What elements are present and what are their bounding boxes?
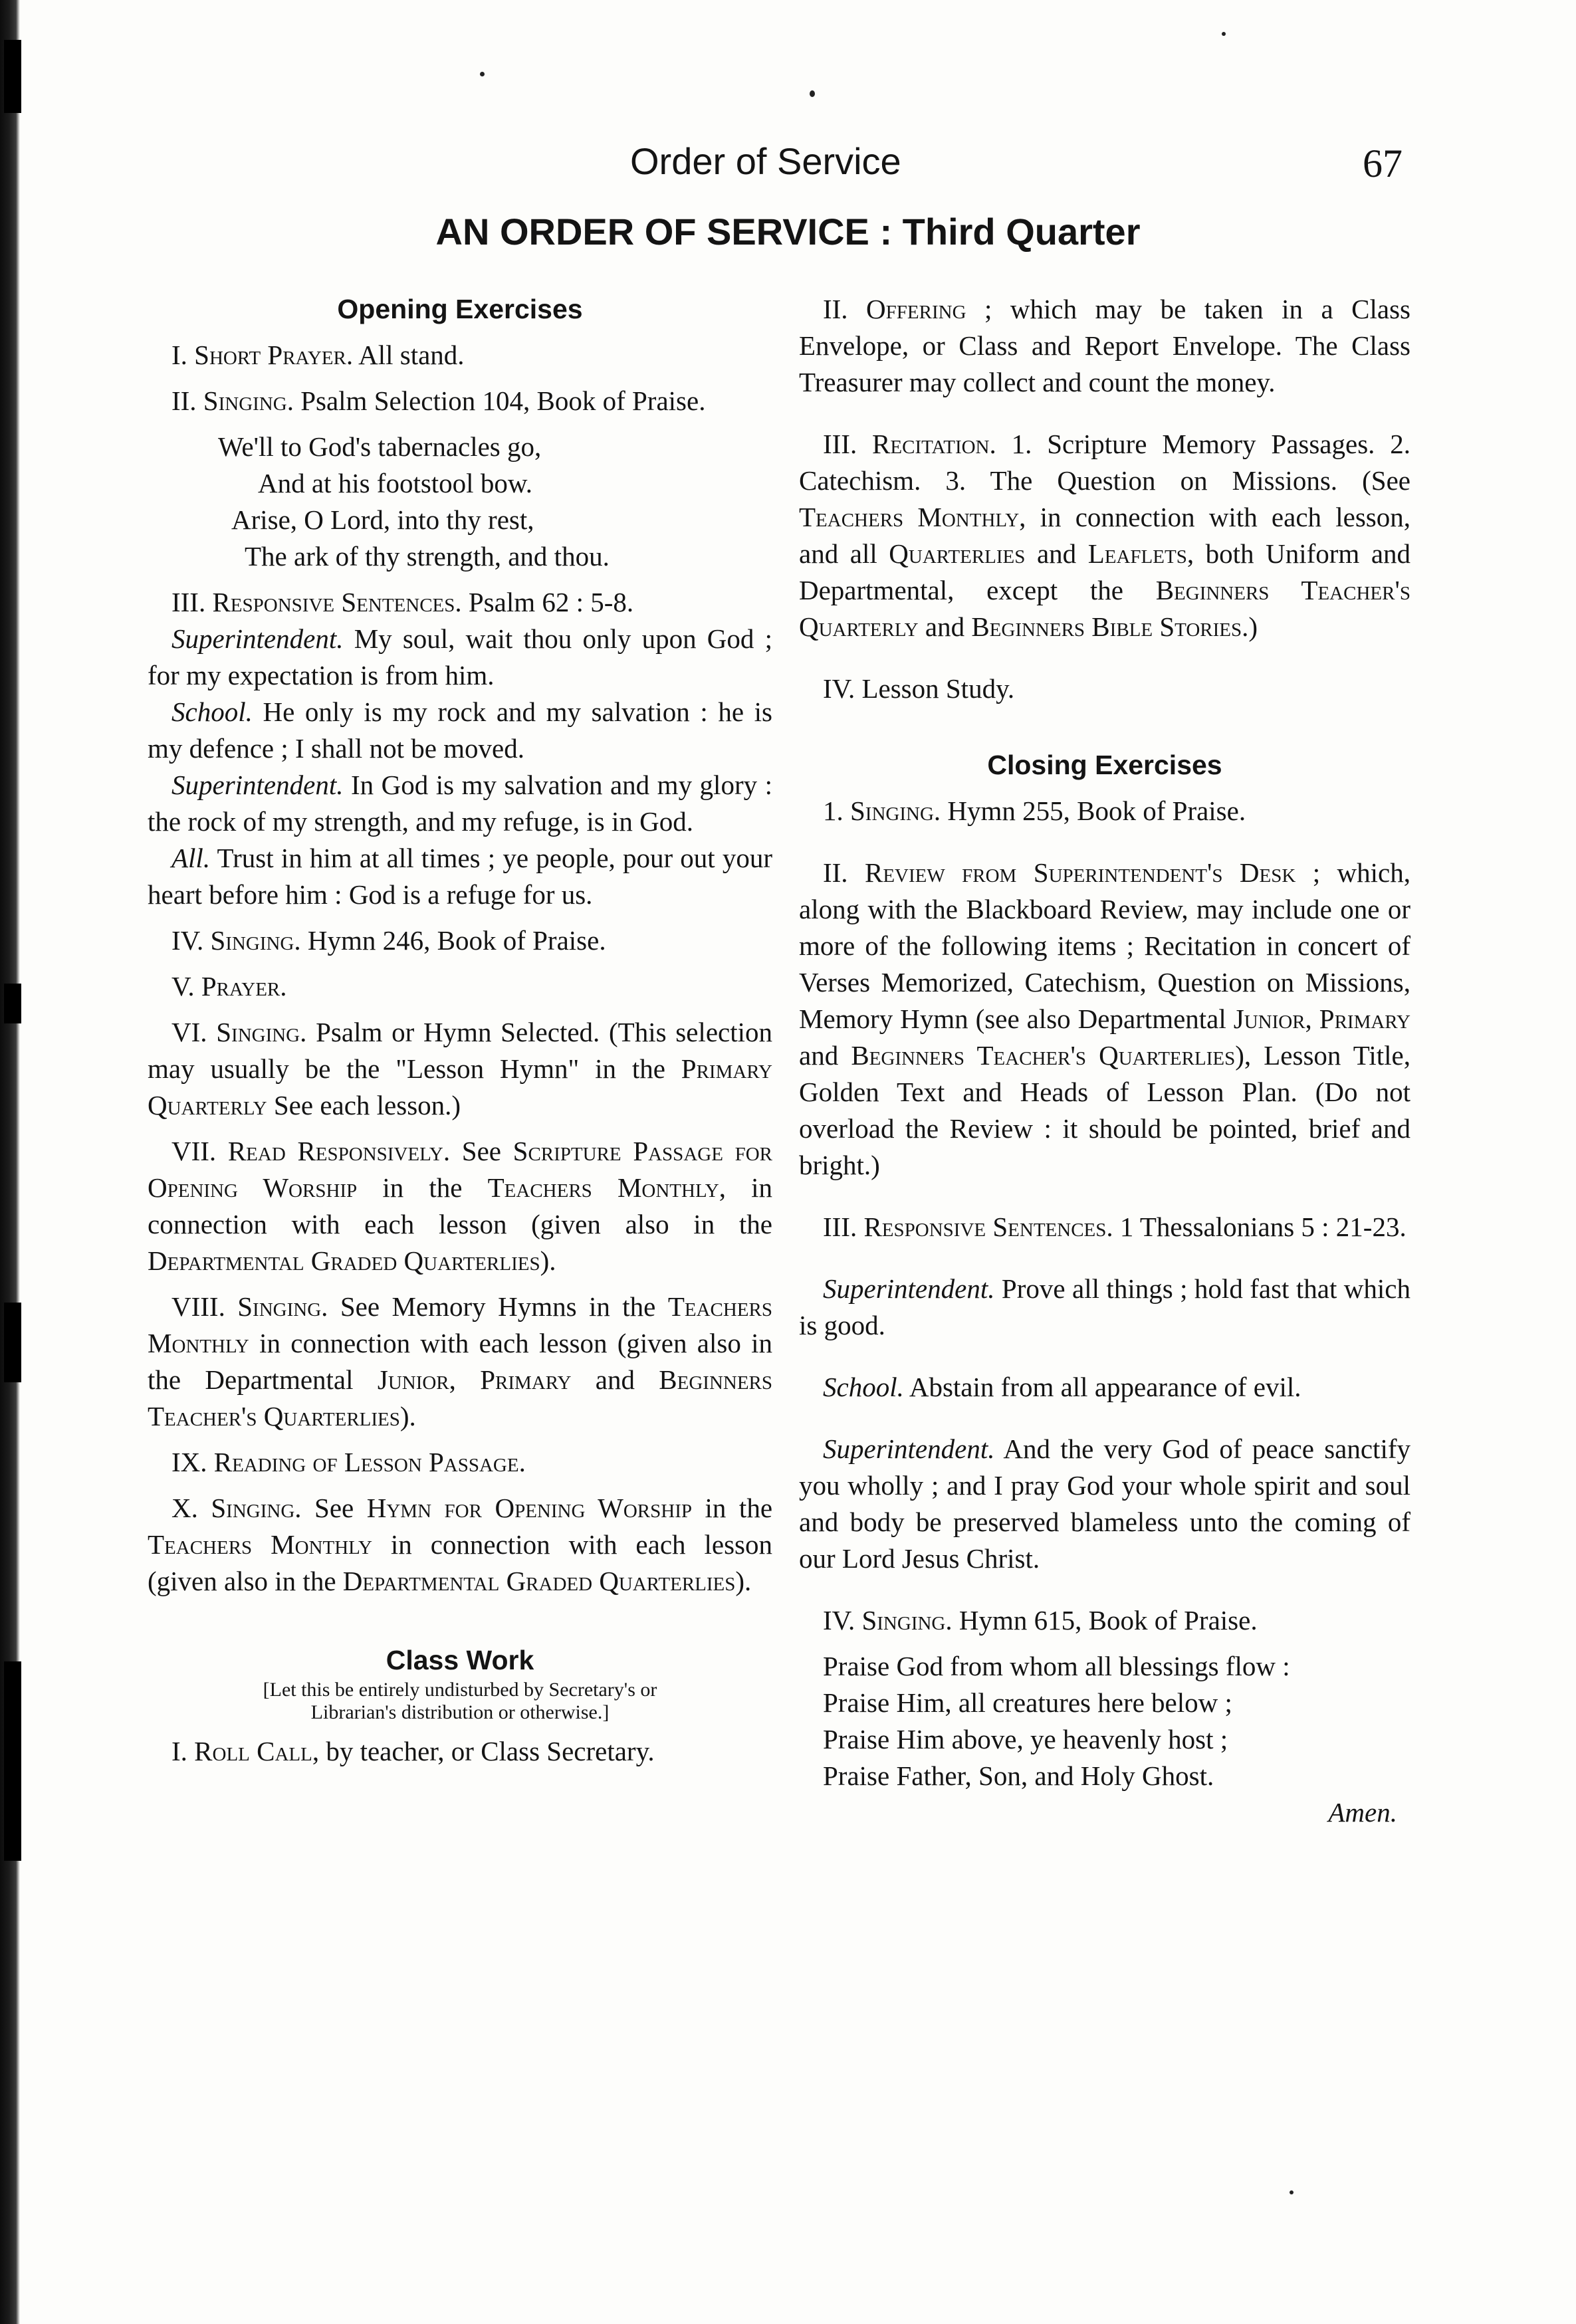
response-text: My soul, wait thou only upon God ; for my expectation is from him. [148,623,772,690]
note-line: Librarian's distribution or otherwise.] [310,1701,610,1723]
speaker: Superintendent. [823,1433,995,1464]
item-singing-selected [148,1014,772,1124]
verse-line: Arise, O Lord, into thy rest, [231,504,534,535]
speaker: Superintendent. [823,1273,995,1304]
responsive-line [148,621,772,694]
item-text: which, along with the Blackboard Review, may include one or more of the following items ; Recitation in concert of Verses Memorized, Catechism, Question on Missions, Memory Hymn (see also Departmental [799,857,1410,1034]
doxology [799,1648,1410,1794]
publication-name: Junior, Primary [377,1364,572,1395]
publication-name: Leaflets, [1087,538,1194,569]
spine-mark [4,40,21,113]
item-text: both Uniform and Departmental, except the [799,538,1411,605]
response-text: Abstain from all appearance of evil. [909,1372,1301,1402]
response-text: Prove all things ; hold fast that which is good. [799,1273,1410,1340]
item-closing-responsive [799,1209,1410,1245]
spine-mark [4,1303,21,1382]
response-text: And the very God of peace sanctify you wholly ; and I pray God your whole spirit and soul and body be preserved blameless unto the coming of our Lord Jesus Christ. [799,1433,1410,1574]
spine-mark [4,1661,21,1861]
item-text: Hymn 246, Book of Praise. [307,925,606,956]
closing-exercises-heading: Closing Exercises [987,750,1222,780]
speaker: School. [823,1372,904,1402]
speaker: All. [171,843,211,873]
item-text: in connection with each lesson (given also in the [148,1172,773,1239]
responsive-line [148,840,772,913]
publication-name: Teachers Monthly, [799,502,1026,532]
item-label: III. Responsive Sentences. [823,1212,1113,1242]
item-read-responsively [148,1133,772,1279]
item-responsive-sentences [148,584,772,621]
running-header: Order of Service [630,140,901,182]
item-text: See Memory Hymns in the [340,1291,656,1322]
print-speck [480,72,485,76]
page-number: 67 [1363,142,1403,185]
response-text: Trust in him at all times ; ye people, pour out your heart before him : God is a refuge for us. [148,843,773,910]
response-text: He only is my rock and my salvation : he is my defence ; I shall not be moved. [148,696,772,764]
item-label: III. Recitation. [823,429,996,459]
item-text: All stand. [358,340,465,370]
item-label: II. Review from Superintendent's Desk ; [823,857,1321,888]
doxology-line: Praise Him above, ye heavenly host ; [823,1724,1228,1754]
publication-name: Scripture Passage for Opening Worship [148,1136,772,1203]
item-label: IV. Singing. [823,1605,953,1636]
item-recitation [799,426,1410,645]
publication-name: Teachers Monthly [148,1529,372,1560]
item-label: II. Singing. [171,385,294,416]
item-text: Psalm 62 : 5-8. [468,587,634,617]
item-text: See [314,1493,354,1523]
speaker: Superintendent. [171,623,344,654]
item-text: ). [540,1245,556,1276]
item-singing-psalm [148,383,772,419]
item-text: and [799,1040,839,1071]
item-singing-opening-hymn [148,1490,772,1600]
class-work-heading: Class Work [386,1645,534,1675]
doxology-line: Praise God from whom all blessings flow : [823,1651,1290,1681]
item-text: See each lesson.) [273,1090,461,1120]
responsive-line [799,1271,1410,1344]
verse-line: We'll to God's tabernacles go, [218,431,542,462]
left-column [148,291,772,1770]
item-text: in the [382,1172,463,1203]
item-text: and [1036,538,1077,569]
publication-name: Teachers Monthly [148,1291,772,1358]
item-prayer [148,968,772,1005]
item-label: X. Singing. [171,1493,302,1523]
item-text: ) [1248,611,1258,642]
page-title: AN ORDER OF SERVICE : Third Quarter [435,211,1141,253]
publication-name: Quarterlies [889,538,1026,569]
item-label: I. Short Prayer. [171,340,354,370]
item-text: which may be taken in a Class Envelope, or Class and Report Envelope. The Class Treasurer may collect and count the money. [799,294,1410,397]
spine-mark [4,984,21,1023]
speaker: School. [171,696,253,727]
item-label: VIII. Singing. [171,1291,328,1322]
item-text: 1. Scripture Memory Passages. 2. Catechism. 3. The Question on Missions. (See [799,429,1411,496]
item-text: ). [399,1401,416,1431]
publication-name: Beginners Bible Stories. [971,611,1249,642]
publication-name: Beginners Teacher's Quarterly [799,575,1410,642]
publication-name: Beginners Teacher's Quarterlies [851,1040,1236,1071]
book-spine-edge [0,0,20,2324]
item-text: Hymn 615, Book of Praise. [958,1605,1258,1636]
publication-name: Hymn for Opening Worship [366,1493,693,1523]
item-label: VI. Singing. [171,1017,307,1047]
item-text: 1 Thessalonians 5 : 21-23. [1119,1212,1407,1242]
item-label: II. Offering ; [823,294,992,324]
right-column [799,291,1410,1831]
item-offering [799,291,1410,401]
doxology-line: Praise Father, Son, and Holy Ghost. [823,1760,1214,1791]
item-singing-hymn [148,922,772,959]
speaker: Superintendent. [171,770,344,800]
print-speck [810,90,815,97]
item-label: IV. Singing. [171,925,301,956]
amen: Amen. [1328,1797,1397,1828]
opening-exercises-heading: Opening Exercises [337,294,583,324]
item-label: III. Responsive Sentences. [171,587,462,617]
item-text: ). [735,1566,752,1596]
responsive-line [799,1369,1410,1406]
item-text: and [595,1364,635,1395]
responsive-line [148,767,772,840]
publication-name: Primary Quarterly [148,1053,772,1120]
item-text: See [461,1136,501,1166]
item-text: in connection with each lesson (given also in the [148,1529,772,1596]
item-roll-call [148,1733,772,1770]
verse-line: And at his footstool bow. [258,468,533,498]
item-review [799,855,1410,1184]
response-text: In God is my salvation and my glory : the rock of my strength, and my refuge, is in God. [148,770,772,837]
publication-name: Junior, Primary [1233,1004,1410,1034]
item-lesson-study: IV. Lesson Study. [823,673,1015,704]
note-line: [Let this be entirely undisturbed by Secretary's or [263,1679,657,1701]
verse-line: The ark of thy strength, and thou. [245,541,610,572]
item-label: IX. Reading of Lesson Passage. [171,1447,526,1477]
item-label: V. Prayer. [171,971,287,1002]
doxology-line: Praise Him, all creatures here below ; [823,1687,1232,1718]
item-text: in connection with each lesson (given also in the Departmental [148,1328,773,1395]
class-work-note [148,1679,772,1724]
publication-name: Departmental Graded Quarterlies [148,1245,540,1276]
item-text: Psalm or Hymn Selected. (This selection may usually be the "Lesson Hymn" in the [148,1017,772,1084]
item-text: Hymn 255, Book of Praise. [947,795,1246,826]
publication-name: Beginners Teacher's Quarterlies [148,1364,773,1431]
publication-name: Teachers Monthly, [487,1172,726,1203]
item-text: ), Lesson Title, Golden Text and Heads of Lesson Plan. (Do not overload the Review : it should be pointed, brief and bright.) [799,1040,1411,1180]
item-short-prayer [148,337,772,373]
publication-name: Departmental Graded Quarterlies [342,1566,736,1596]
item-text: and [925,611,965,642]
item-closing-hymn [799,1602,1410,1639]
psalm-verse [148,429,772,575]
responsive-line [799,1431,1410,1577]
item-text: in the [705,1493,773,1523]
item-text: by teacher, or Class Secretary. [326,1736,655,1766]
item-singing-memory-hymns [148,1289,772,1435]
responsive-line [148,694,772,767]
item-label: 1. Singing. [823,795,941,826]
item-closing-singing [799,793,1410,829]
item-text: Psalm Selection 104, Book of Praise. [300,385,706,416]
item-text: in connection with each lesson, and all [799,502,1410,569]
print-speck [1290,2190,1294,2194]
item-label: VII. Read Responsively. [171,1136,451,1166]
item-reading-lesson [148,1444,772,1481]
print-speck [1222,32,1226,36]
item-label: I. Roll Call, [171,1736,320,1766]
